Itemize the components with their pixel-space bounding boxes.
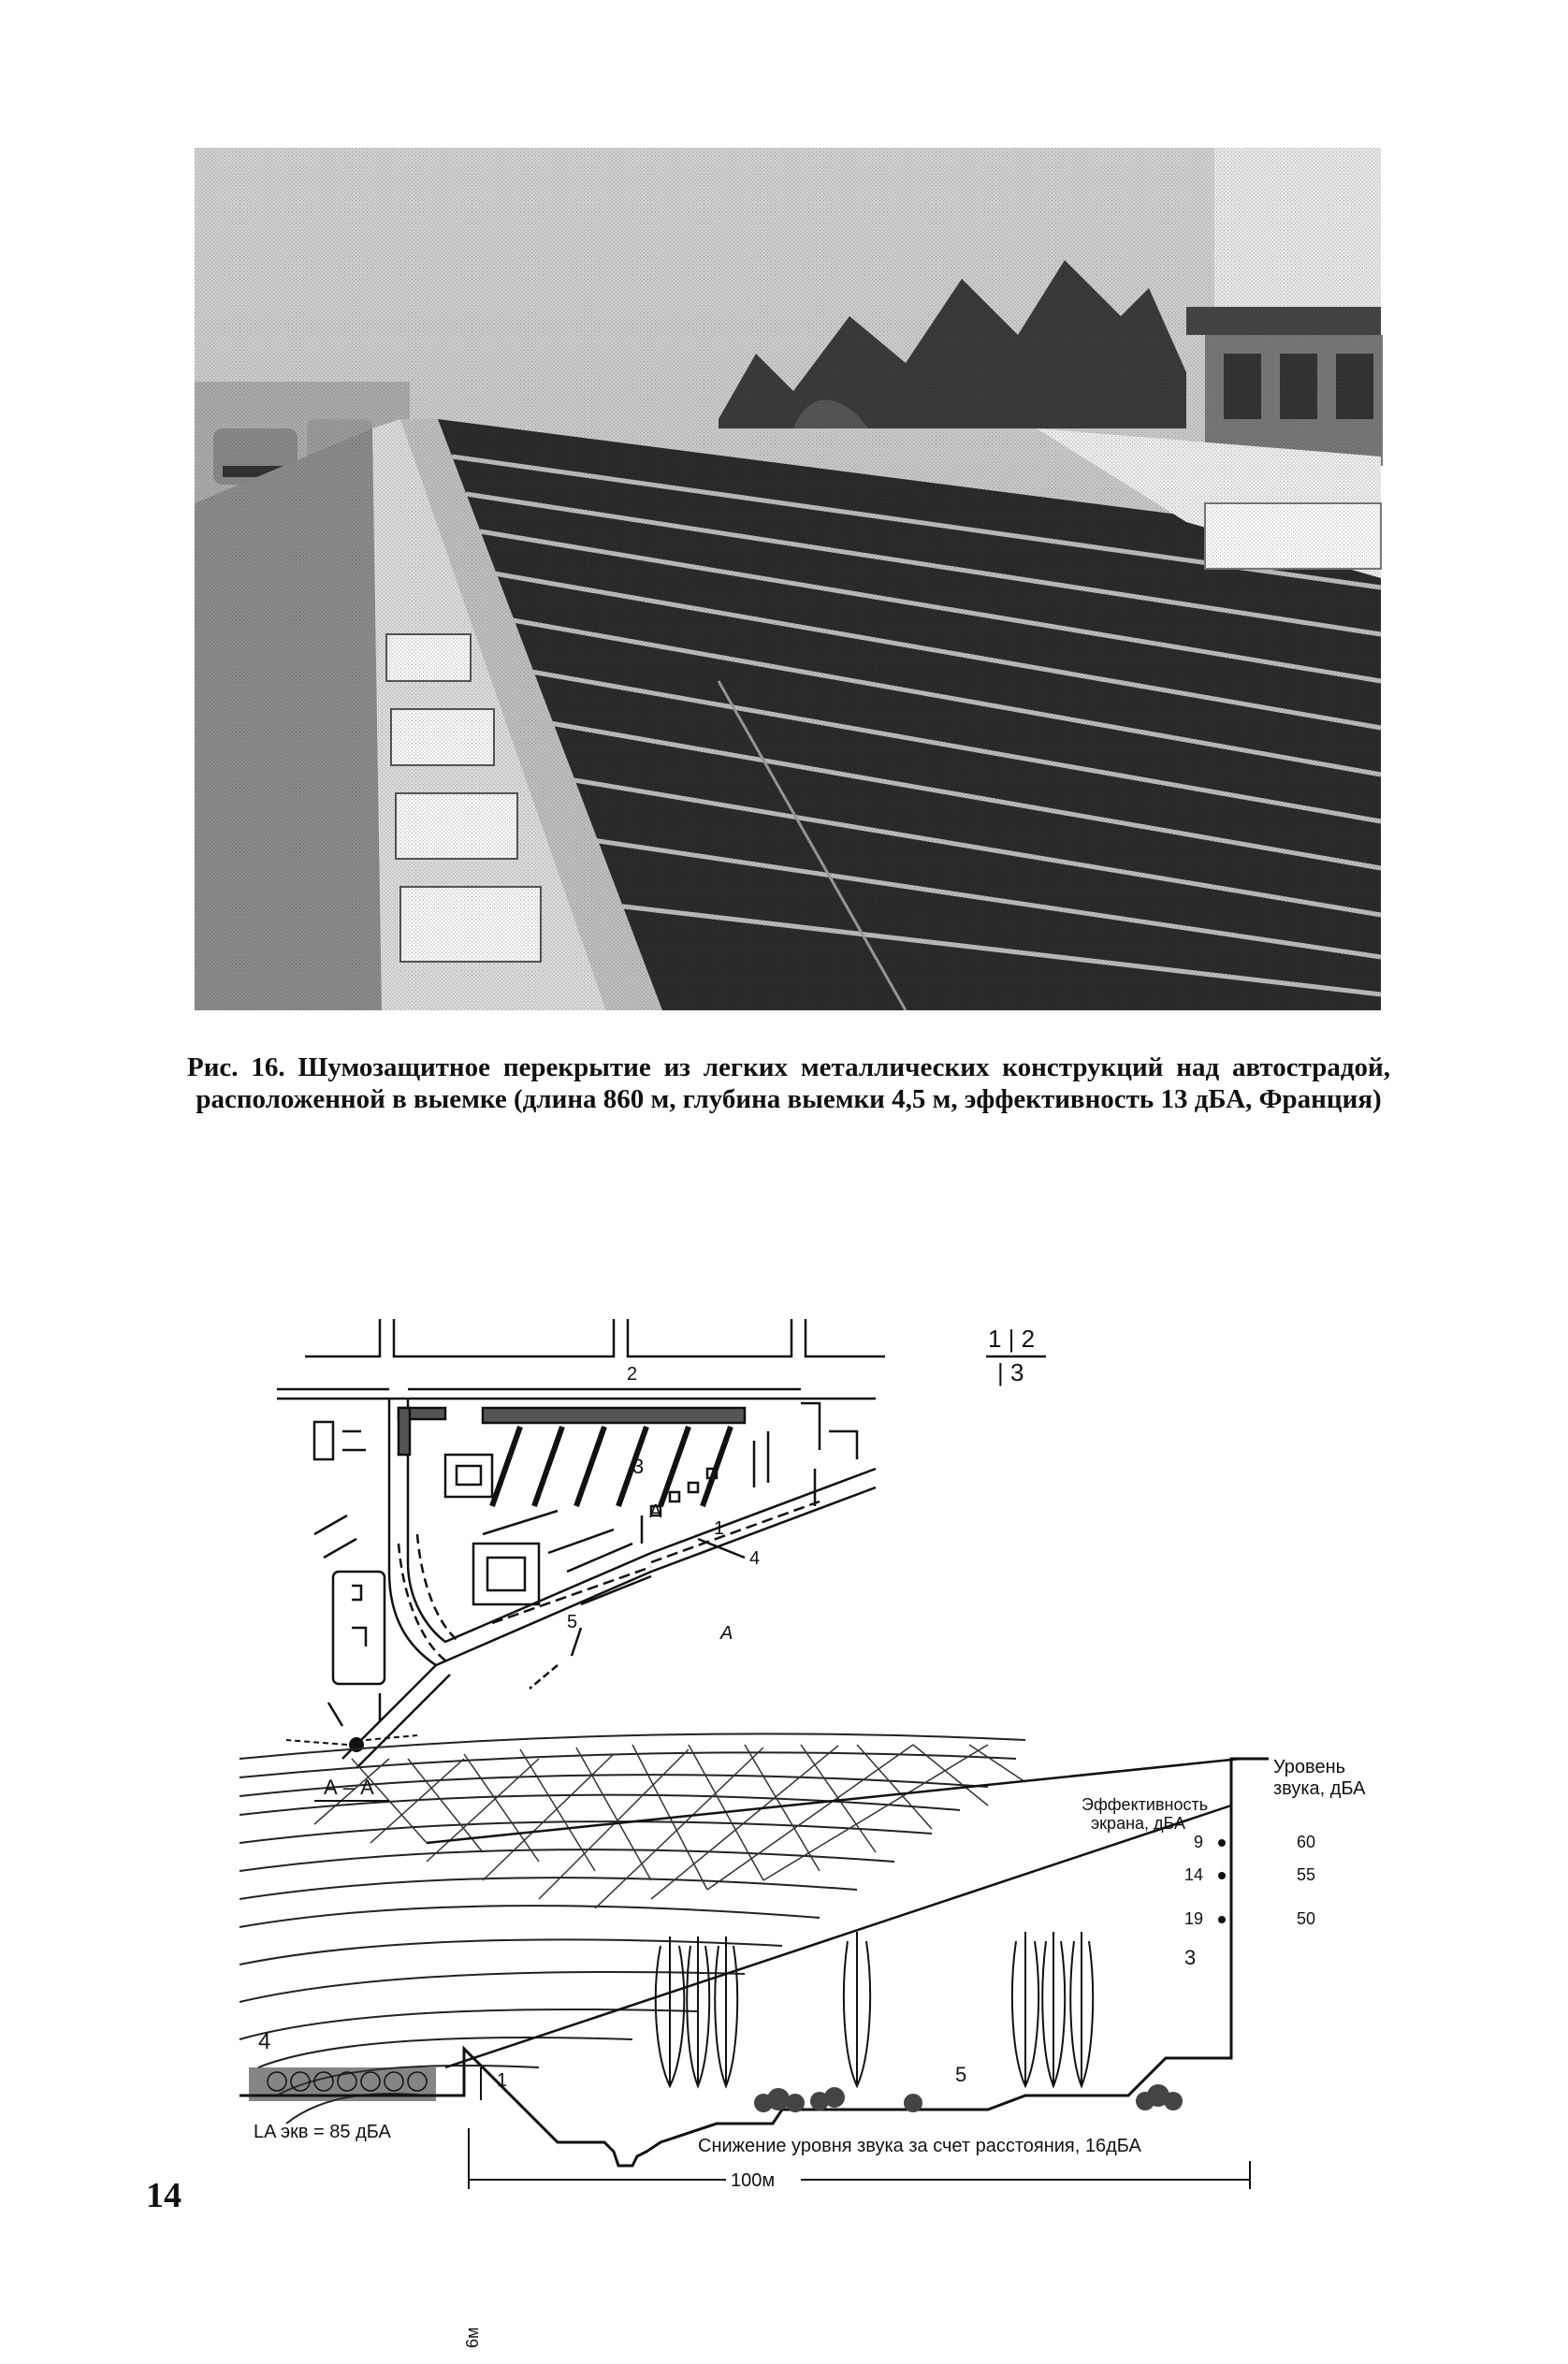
noise-protection-diagram [254,1319,1400,2348]
effectiveness-title-2: экрана, дБА [1091,1814,1185,1833]
trees [656,1932,1093,2086]
legend-top: 1 | 2 [988,1325,1036,1353]
level-title-1: Уровень [1273,1757,1346,1777]
section-label-4: 4 [258,2029,271,2054]
legend-bottom: | 3 [997,1358,1024,1386]
effectiveness-value-14: 14 [1184,1865,1204,1884]
figure-photo [195,148,1381,1010]
figure-caption: Рис. 16. Шумозащитное перекрытие из легких металлических конструкций над автострадой, расположенной в выемке (длина 860 м, глубина выемки 4,5 м, эффективность 13 дБА, Франция) [187,1052,1390,1114]
effectiveness-value-9: 9 [1194,1833,1204,1851]
source-level: LA экв = 85 дБА [254,2122,391,2142]
height-dimension: 6м [463,2327,482,2348]
figure-diagram [254,1319,1400,2348]
effectiveness-title-1: Эффективность [1082,1795,1209,1814]
plan-label-a-lower: A [720,1623,733,1644]
plan-label-4: 4 [749,1548,761,1569]
plan-label-a-upper: A [649,1501,662,1522]
level-value-60: 60 [1297,1833,1316,1851]
distance-dimension: 100м [731,2170,776,2191]
plan-label-3: 3 [632,1455,645,1478]
plan-label-5: 5 [567,1612,578,1632]
distance-note: Снижение уровня звука за счет расстояния, 16дБА [698,2136,1141,2156]
section-label-5: 5 [955,2063,967,2086]
plan-label-2: 2 [627,1364,638,1385]
site-plan [277,1319,885,1768]
level-value-55: 55 [1297,1865,1316,1884]
effectiveness-value-19: 19 [1184,1909,1204,1928]
section-label: А – А [324,1776,374,1799]
level-value-50: 50 [1297,1909,1316,1928]
page-number: 14 [146,2176,181,2215]
overpass-photo-illustration [195,148,1381,1010]
plan-label-1: 1 [714,1518,725,1539]
screen-slope-line [445,1806,1231,2067]
section-label-1: 1 [497,2070,508,2091]
level-title-2: звука, дБА [1273,1778,1366,1799]
section-label-3: 3 [1184,1946,1197,1969]
